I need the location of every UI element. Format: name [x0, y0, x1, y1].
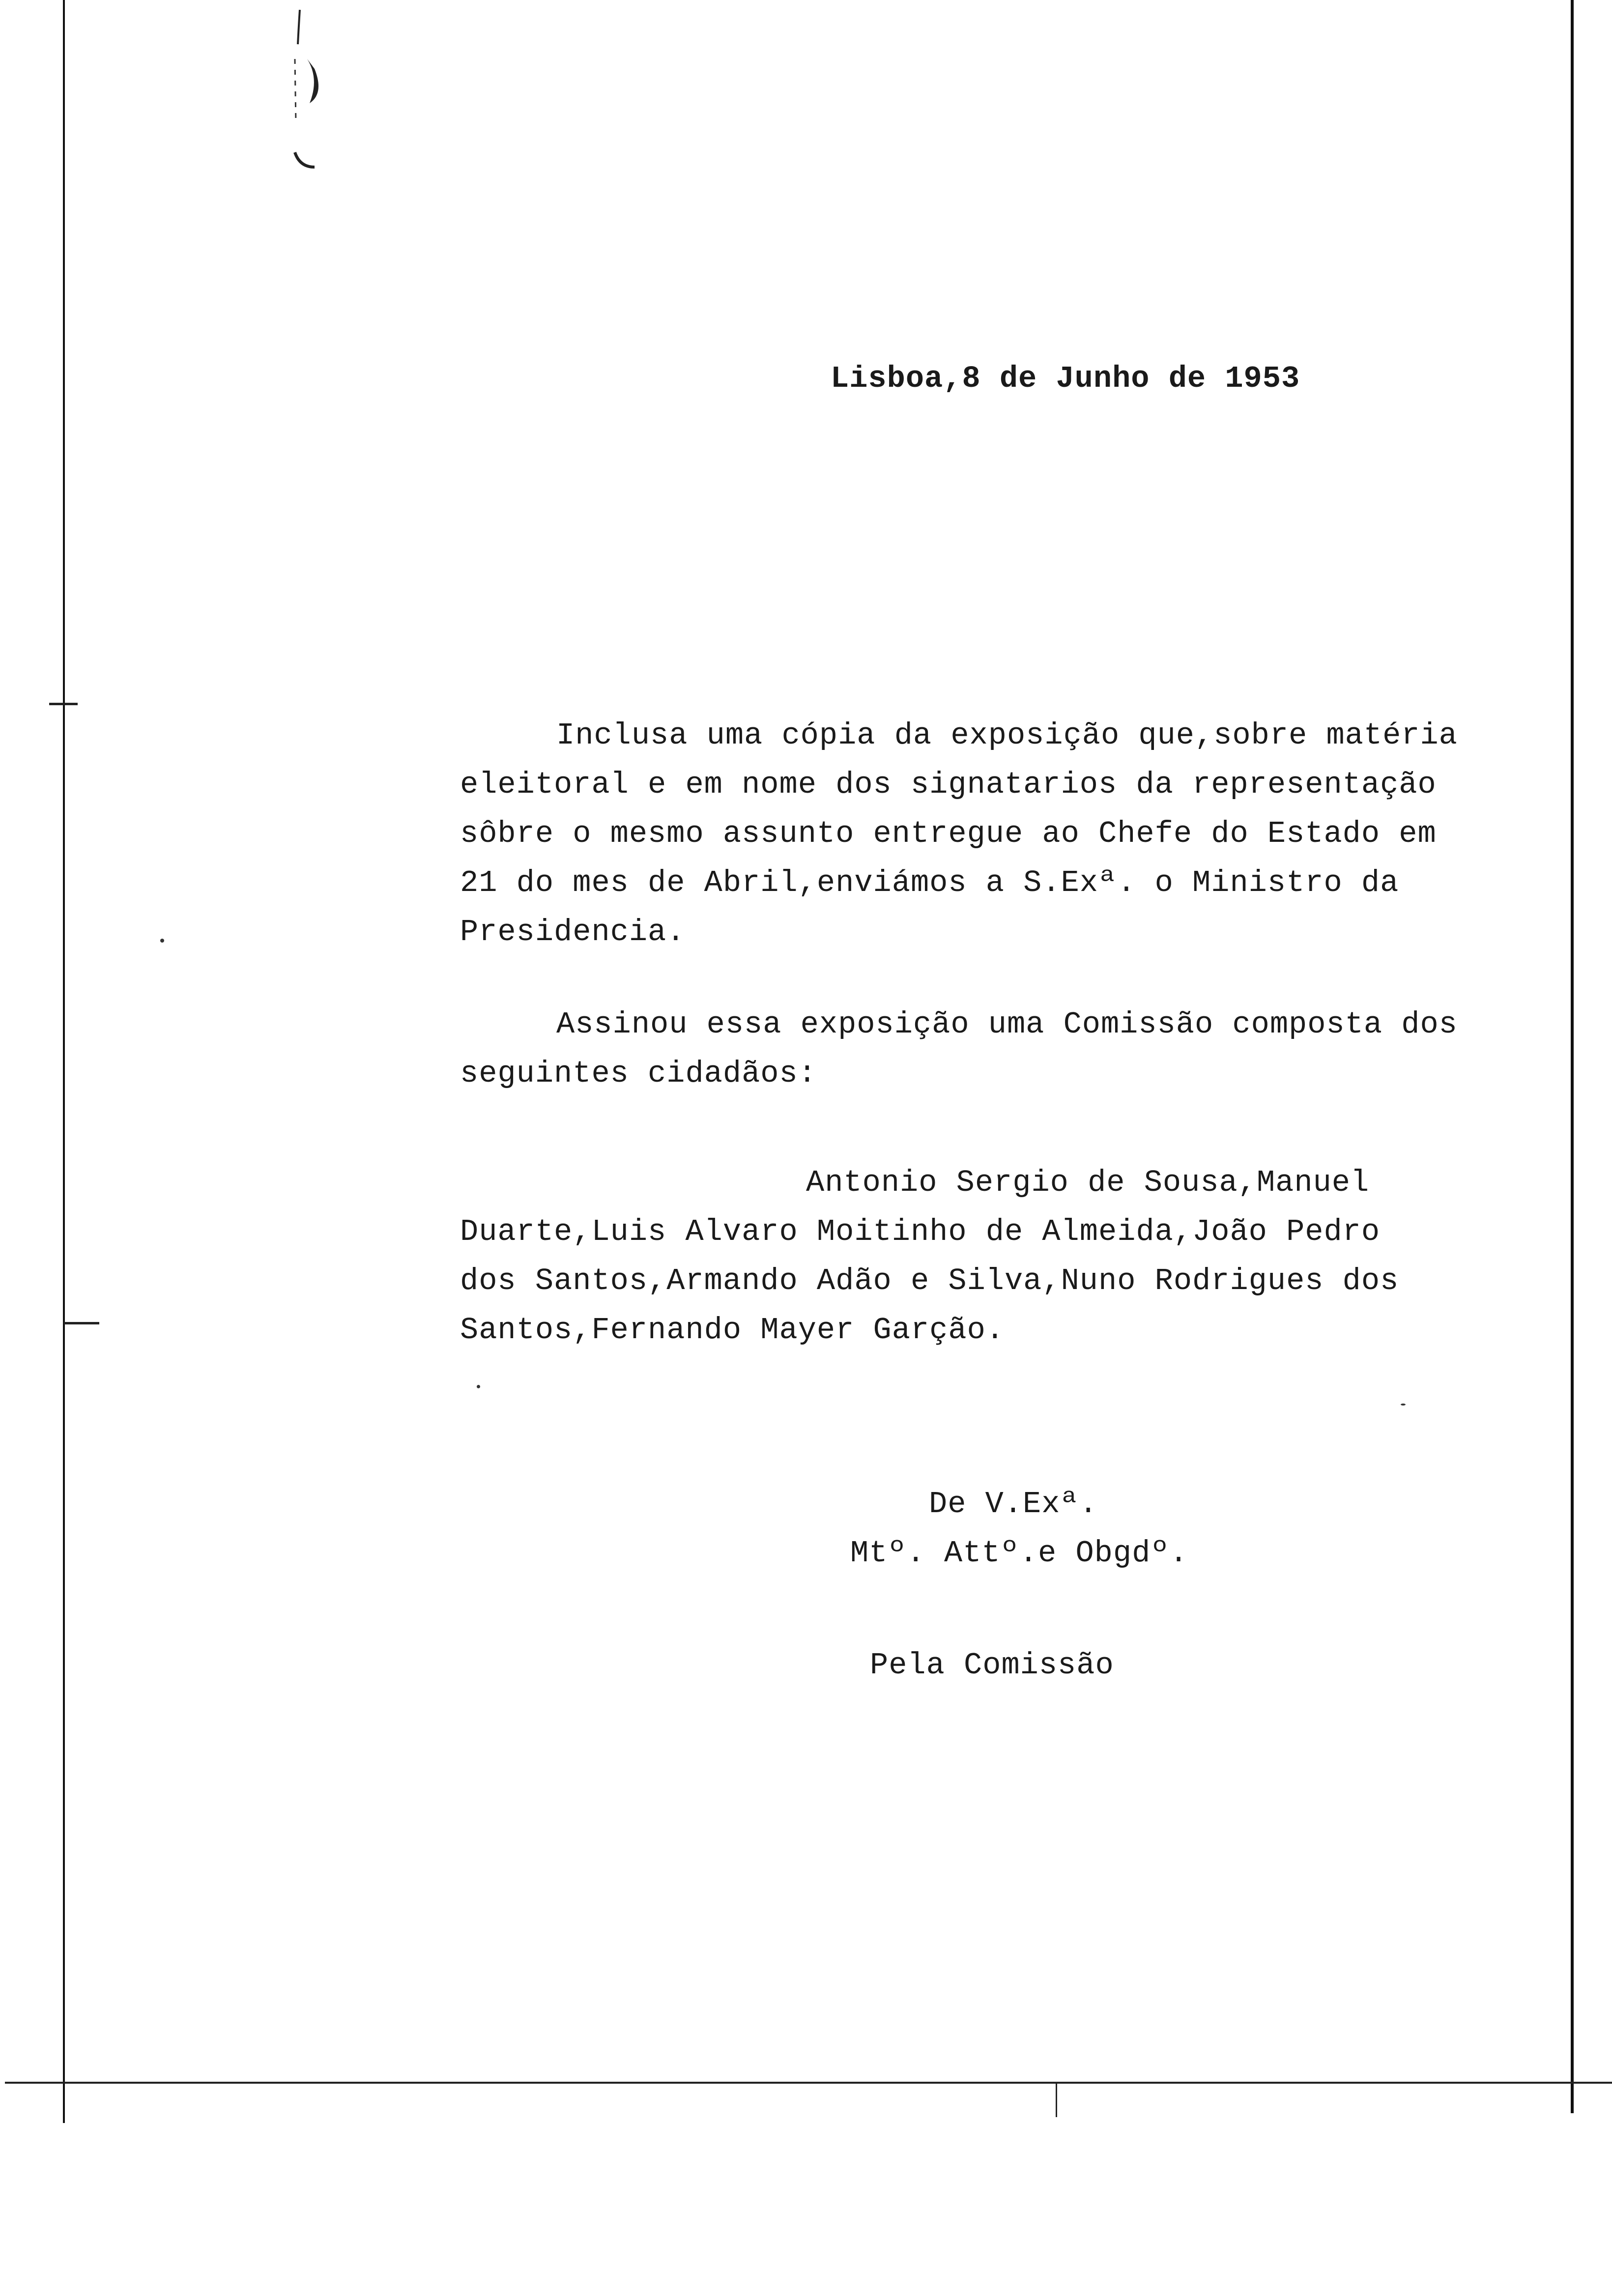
closing-line-2: Mtº. Attº.e Obgdº.	[850, 1536, 1188, 1571]
date-line: Lisboa,8 de Junho de 1953	[831, 361, 1300, 396]
right-edge-line	[1571, 0, 1574, 2113]
left-margin-tick-upper	[49, 703, 78, 705]
left-margin-tick-lower	[64, 1322, 99, 1324]
bottom-tick-mark	[1056, 2083, 1057, 2117]
names-line-1: Antonio Sergio de Sousa,Manuel	[806, 1165, 1370, 1200]
paragraph-1-line-2: eleitoral e em nome dos signatarios da representação	[460, 767, 1437, 802]
handwritten-mark	[280, 5, 339, 172]
signature-line: Pela Comissão	[870, 1648, 1114, 1683]
names-line-2: Duarte,Luis Alvaro Moitinho de Almeida,João Pedro	[460, 1214, 1381, 1249]
paragraph-1-line-3: sôbre o mesmo assunto entregue ao Chefe do Estado em	[460, 816, 1437, 851]
scan-speck	[477, 1385, 480, 1388]
names-line-4: Santos,Fernando Mayer Garção.	[460, 1313, 1005, 1348]
closing-line-1: De V.Exª.	[929, 1487, 1098, 1521]
bottom-edge-line	[5, 2082, 1612, 2084]
paragraph-2-line-1: Assinou essa exposição uma Comissão composta dos	[556, 1007, 1458, 1042]
paragraph-1-line-5: Presidencia.	[460, 915, 686, 949]
paragraph-1-line-4: 21 do mes de Abril,enviámos a S.Exª. o Ministro da	[460, 865, 1399, 900]
scan-speck	[1401, 1404, 1406, 1406]
scan-speck	[160, 939, 164, 943]
names-line-3: dos Santos,Armando Adão e Silva,Nuno Rodrigues dos	[460, 1263, 1399, 1298]
paragraph-2-line-2: seguintes cidadãos:	[460, 1056, 817, 1091]
paragraph-1-line-1: Inclusa uma cópia da exposição que,sobre matéria	[556, 718, 1458, 753]
left-margin-line	[63, 0, 65, 2123]
